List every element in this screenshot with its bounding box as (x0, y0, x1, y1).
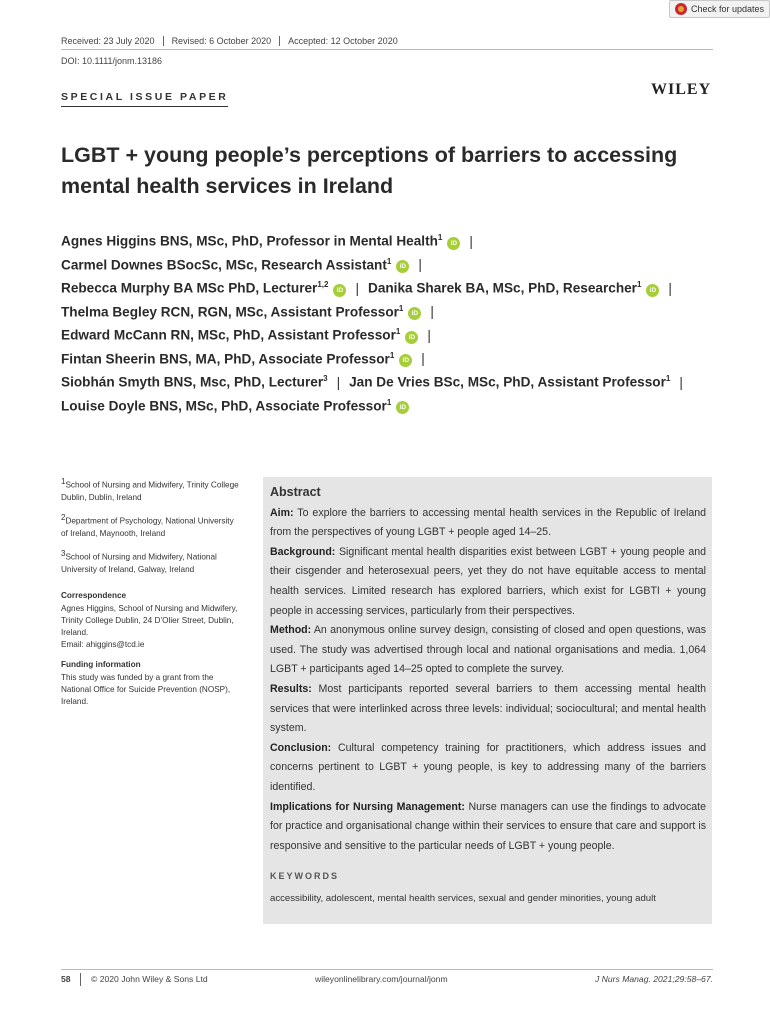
author-name: Rebecca Murphy BA MSc PhD, Lecturer (61, 280, 318, 296)
correspondence-heading: Correspondence (61, 591, 127, 601)
abstract-box (263, 477, 712, 924)
abstract-background: Background: Significant mental health disparities exist between LGBT + young people and their cisgender and heterosexual peers, yet they do not have equitable access to mental health services. Limited research has explored barriers, which exist for LGBTI + young people in accessing services, particularly from their perspectives. (270, 545, 706, 617)
abstract-method: Method: An anonymous online survey design, consisting of closed and open questions, was used. The study was advertised through local and national organisations and media. 1,064 LGBT + participants aged 14–25 opted to complete the survey. (270, 624, 706, 676)
correspondence (61, 590, 241, 651)
citation: J Nurs Manag. 2021;29:58–67. (594, 974, 713, 984)
orcid-icon[interactable]: iD (399, 354, 412, 367)
received-date: Received: 23 July 2020 (61, 36, 155, 46)
orcid-icon[interactable]: iD (447, 237, 460, 250)
orcid-icon[interactable]: iD (396, 260, 409, 273)
author-name: Edward McCann RN, MSc, PhD, Assistant Professor (61, 327, 396, 343)
author-name: Louise Doyle BNS, MSc, PhD, Associate Professor (61, 398, 387, 414)
author-name: Fintan Sheerin BNS, MA, PhD, Associate Professor (61, 351, 390, 367)
author-name: Carmel Downes BSocSc, MSc, Research Assistant (61, 257, 387, 273)
affiliation-2: $^2$Department of Psychology, National University of Ireland, Maynooth, Ireland (61, 513, 234, 539)
article-title: LGBT + young people’s perceptions of barriers to accessing mental health services in Ireland (61, 143, 678, 198)
section-label: SPECIAL ISSUE PAPER (61, 91, 228, 107)
funding-heading: Funding information (61, 660, 141, 670)
orcid-icon[interactable]: iD (408, 307, 421, 320)
correspondence-email[interactable]: Email: ahiggins@tcd.ie (61, 640, 145, 650)
sidebar-info (61, 476, 241, 716)
doi-link[interactable]: DOI: 10.1111/jonm.13186 (61, 56, 163, 66)
abstract-aim: Aim: To explore the barriers to accessing mental health services in the Republic of Ireland from the perspectives of young LGBT + people aged 14–25. (270, 506, 706, 539)
funding-text: This study was funded by a grant from the National Office for Suicide Prevention (NOSP), Ireland. (61, 672, 231, 707)
affiliation-1: $^1$School of Nursing and Midwifery, Trinity College Dublin, Dublin, Ireland (61, 477, 239, 502)
crossmark-icon (675, 3, 687, 15)
footer-separator (80, 973, 81, 986)
author-name: Agnes Higgins BNS, MSc, PhD, Professor in Mental Health (61, 233, 438, 249)
orcid-icon[interactable]: iD (405, 331, 418, 344)
author-name: Thelma Begley RCN, RGN, MSc, Assistant Professor (61, 304, 399, 320)
check-for-updates-button[interactable] (669, 0, 770, 18)
copyright: © 2020 John Wiley & Sons Ltd (91, 974, 208, 984)
accepted-date: Accepted: 12 October 2020 (279, 36, 406, 46)
article-dates (61, 36, 406, 46)
orcid-icon[interactable]: iD (646, 284, 659, 297)
keywords: accessibility, adolescent, mental health services, sexual and gender minorities, young adult (270, 892, 656, 904)
correspondence-address: Agnes Higgins, School of Nursing and Midwifery, Trinity College Dublin, 24 D’Olier Street, Dublin, Ireland. (61, 603, 238, 638)
author-name: Jan De Vries BSc, MSc, PhD, Assistant Professor (349, 374, 666, 390)
orcid-icon[interactable]: iD (396, 401, 409, 414)
funding (61, 659, 241, 708)
keywords-heading: KEYWORDS (270, 871, 340, 882)
page-number: 58 (61, 974, 71, 984)
author-list: Agnes Higgins BNS, MSc, PhD, Professor in Mental Health$^1$iD | Carmel Downes BSocSc, MSc, Research Assistant$^1$iD | Rebecca Murphy BA MSc PhD, Lecturer$^{1,2}$iD | Danika Sharek BA, MSc, PhD, Researcher$^1$iD | Thelma Begley RCN, RGN, MSc, Assistant Professor$^1$iD | Edward McCann RN, MSc, PhD, Assistant Professor$^1$iD | Fintan Sheerin BNS, MA, PhD, Associate Professor$^1$iD | Siobhán Smyth BNS, Msc, PhD, Lecturer$^3$ | Jan De Vries BSc, MSc, PhD, Assistant Professor$^1$ | Louise Doyle BNS, MSc, PhD, Associate Professor$^1$iD (61, 233, 683, 414)
abstract-results: Results: Most participants reported several barriers to them accessing mental health services that were interlinked across three levels: individual; sociocultural; and mental health system. (270, 682, 706, 735)
footer-divider (61, 969, 713, 970)
abstract-conclusion: Conclusion: Cultural competency training for practitioners, which address issues and concerns pertinent to LGBT + young people, is key to addressing many of the barriers identified. (270, 741, 706, 793)
check-for-updates-label: Check for updates (691, 4, 765, 14)
journal-url[interactable]: wileyonlinelibrary.com/journal/jonm (315, 974, 448, 984)
publisher-logo: WILEY (651, 81, 712, 98)
revised-date: Revised: 6 October 2020 (163, 36, 280, 46)
abstract-heading: Abstract (270, 485, 321, 499)
author-name: Danika Sharek BA, MSc, PhD, Researcher (368, 280, 637, 296)
header-divider (61, 49, 713, 50)
abstract-implications: Implications for Nursing Management: Nurse managers can use the findings to advocate for practice and organisational change within their services to ensure that care and support is responsive and sensitive to the particular needs of LGBT + young people. (270, 800, 706, 852)
affiliation-3: $^3$School of Nursing and Midwifery, National University of Ireland, Galway, Ireland (61, 549, 217, 575)
orcid-icon[interactable]: iD (333, 284, 346, 297)
author-name: Siobhán Smyth BNS, Msc, PhD, Lecturer (61, 374, 324, 390)
